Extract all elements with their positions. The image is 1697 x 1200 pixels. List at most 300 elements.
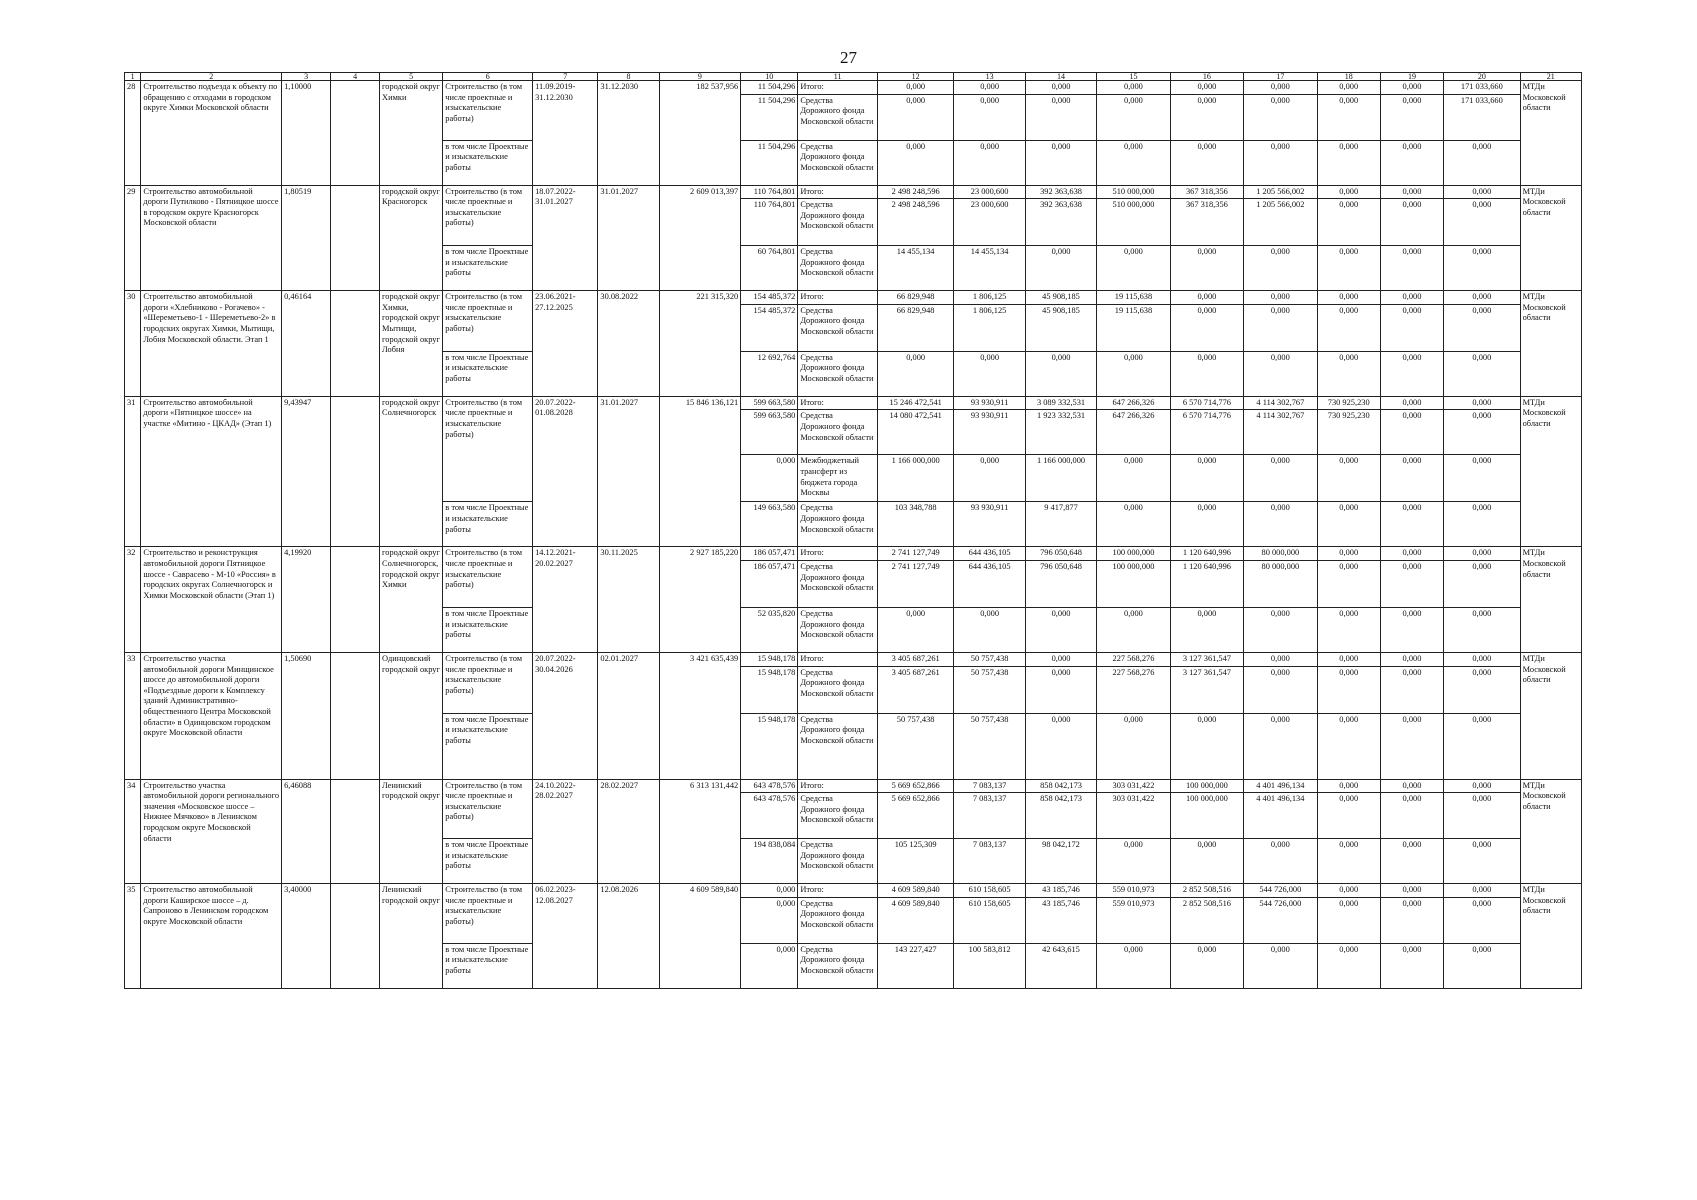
year-amount: 0,000 — [1097, 713, 1170, 779]
year-amount: 0,000 — [954, 455, 1025, 502]
year-amount: 0,000 — [1244, 666, 1317, 713]
year-amount: 100 000,000 — [1170, 779, 1243, 793]
year-amount: 0,000 — [1380, 455, 1443, 502]
year-amount: 544 726,000 — [1244, 897, 1317, 943]
year-amount: 0,000 — [1444, 897, 1521, 943]
year-amount: 0,000 — [1170, 94, 1243, 140]
funded-before: 643 478,576 — [741, 779, 798, 793]
year-amount: 2 741 127,749 — [877, 560, 954, 607]
work-subtype: в том числе Проектные и изыскательские работы — [443, 607, 533, 652]
funding-source: Итого: — [798, 291, 878, 305]
year-amount: 3 127 361,547 — [1170, 652, 1243, 666]
column-number: 21 — [1520, 73, 1581, 81]
funding-source: Итого: — [798, 884, 878, 898]
funded-before: 110 764,801 — [741, 185, 798, 199]
year-amount: 3 127 361,547 — [1170, 666, 1243, 713]
year-amount: 559 010,973 — [1097, 897, 1170, 943]
year-amount: 0,000 — [1380, 185, 1443, 199]
funded-before: 11 504,296 — [741, 94, 798, 140]
year-amount: 0,000 — [1444, 246, 1521, 291]
year-amount: 43 185,746 — [1025, 884, 1096, 898]
year-amount: 0,000 — [1170, 81, 1243, 95]
year-amount: 0,000 — [1380, 652, 1443, 666]
year-amount: 100 000,000 — [1097, 560, 1170, 607]
column-number: 6 — [443, 73, 533, 81]
object-name: Строительство подъезда к объекту по обращению с отходами в городском округе Химки Московской области — [141, 81, 282, 186]
responsible-body: МТДи Московской области — [1520, 547, 1581, 653]
year-amount: 796 050,648 — [1025, 560, 1096, 607]
year-amount: 171 033,660 — [1444, 94, 1521, 140]
year-amount: 0,000 — [1317, 607, 1380, 652]
total-cost: 182 537,956 — [659, 81, 741, 186]
funding-source: Средства Дорожного фонда Московской области — [798, 666, 878, 713]
year-amount: 0,000 — [1025, 140, 1096, 185]
work-type: Строительство (в том числе проектные и изыскательские работы) — [443, 291, 533, 352]
object-name: Строительство участка автомобильной дороги Минщинское шоссе до автомобильной дороги «Подъездные дороги к Комплексу зданий Административно-общественного Центра Московской области» в Одинцовском городском округе Московской области — [141, 652, 282, 779]
district: Ленинский городской округ — [380, 884, 443, 989]
year-amount: 1 120 640,996 — [1170, 547, 1243, 561]
year-amount: 0,000 — [1380, 81, 1443, 95]
year-amount: 858 042,173 — [1025, 793, 1096, 839]
year-amount: 0,000 — [1317, 304, 1380, 351]
column-number-row — [125, 73, 1582, 81]
year-amount: 730 925,230 — [1317, 396, 1380, 410]
row-number: 33 — [125, 652, 141, 779]
work-subtype: в том числе Проектные и изыскательские работы — [443, 246, 533, 291]
funding-source: Средства Дорожного фонда Московской области — [798, 502, 878, 547]
year-amount: 0,000 — [1170, 943, 1243, 988]
year-amount: 0,000 — [1380, 410, 1443, 455]
funded-before: 15 948,178 — [741, 652, 798, 666]
funding-source: Средства Дорожного фонда Московской области — [798, 199, 878, 246]
year-amount: 0,000 — [1317, 884, 1380, 898]
year-amount: 559 010,973 — [1097, 884, 1170, 898]
funding-source: Средства Дорожного фонда Московской области — [798, 94, 878, 140]
year-amount: 0,000 — [1170, 455, 1243, 502]
capacity: 1,50690 — [282, 652, 331, 779]
capacity: 6,46088 — [282, 779, 331, 884]
year-amount: 0,000 — [1317, 455, 1380, 502]
year-amount: 0,000 — [1097, 502, 1170, 547]
year-amount: 4 114 302,767 — [1244, 410, 1317, 455]
year-amount: 2 498 248,596 — [877, 199, 954, 246]
column-number: 9 — [659, 73, 741, 81]
year-amount: 858 042,173 — [1025, 779, 1096, 793]
year-amount: 303 031,422 — [1097, 779, 1170, 793]
year-amount: 50 757,438 — [954, 652, 1025, 666]
responsible-body: МТДи Московской области — [1520, 291, 1581, 397]
year-amount: 4 609 589,840 — [877, 884, 954, 898]
column-number: 5 — [380, 73, 443, 81]
year-amount: 0,000 — [1025, 246, 1096, 291]
year-amount: 510 000,000 — [1097, 185, 1170, 199]
year-amount: 0,000 — [1317, 246, 1380, 291]
year-amount: 14 455,134 — [877, 246, 954, 291]
year-amount: 45 908,185 — [1025, 304, 1096, 351]
object-name: Строительство участка автомобильной дороги регионального значения «Московское шоссе – Нижнее Мячково» в Ленинском городском округе Московской области — [141, 779, 282, 884]
funding-source: Средства Дорожного фонда Московской области — [798, 839, 878, 884]
total-cost: 221 315,320 — [659, 291, 741, 397]
year-amount: 0,000 — [1244, 246, 1317, 291]
completion-date: 30.11.2025 — [598, 547, 659, 653]
year-amount: 0,000 — [1380, 666, 1443, 713]
year-amount: 98 042,172 — [1025, 839, 1096, 884]
funding-source: Средства Дорожного фонда Московской области — [798, 351, 878, 396]
year-amount: 0,000 — [1097, 94, 1170, 140]
completion-date: 30.08.2022 — [598, 291, 659, 397]
work-dates: 14.12.2021- 20.02.2027 — [533, 547, 598, 653]
column-number: 17 — [1244, 73, 1317, 81]
year-amount: 4 609 589,840 — [877, 897, 954, 943]
column-4 — [331, 291, 380, 397]
column-number: 7 — [533, 73, 598, 81]
funding-source: Итого: — [798, 652, 878, 666]
year-amount: 0,000 — [1025, 94, 1096, 140]
funded-before: 643 478,576 — [741, 793, 798, 839]
year-amount: 0,000 — [1444, 713, 1521, 779]
district: городской округ Химки, городской округ Мытищи, городской округ Лобня — [380, 291, 443, 397]
year-amount: 0,000 — [1097, 140, 1170, 185]
funded-before: 0,000 — [741, 943, 798, 988]
year-amount: 0,000 — [1380, 291, 1443, 305]
year-amount: 610 158,605 — [954, 897, 1025, 943]
year-amount: 19 115,638 — [1097, 291, 1170, 305]
year-amount: 2 852 508,516 — [1170, 884, 1243, 898]
year-amount: 0,000 — [1244, 607, 1317, 652]
capacity: 4,19920 — [282, 547, 331, 653]
year-amount: 1 166 000,000 — [1025, 455, 1096, 502]
year-amount: 0,000 — [1244, 652, 1317, 666]
year-amount: 0,000 — [1170, 246, 1243, 291]
capacity: 1,80519 — [282, 185, 331, 291]
responsible-body: МТДи Московской области — [1520, 185, 1581, 291]
year-amount: 0,000 — [1317, 291, 1380, 305]
year-amount: 0,000 — [1025, 713, 1096, 779]
year-amount: 0,000 — [1444, 410, 1521, 455]
year-amount: 100 000,000 — [1170, 793, 1243, 839]
funded-before: 186 057,471 — [741, 560, 798, 607]
total-cost: 2 609 013,397 — [659, 185, 741, 291]
year-amount: 0,000 — [877, 140, 954, 185]
year-amount: 0,000 — [1097, 839, 1170, 884]
year-amount: 0,000 — [1444, 291, 1521, 305]
year-amount: 4 401 496,134 — [1244, 793, 1317, 839]
district: городской округ Химки — [380, 81, 443, 186]
year-amount: 0,000 — [1170, 351, 1243, 396]
year-amount: 0,000 — [1444, 652, 1521, 666]
funded-before: 11 504,296 — [741, 140, 798, 185]
funding-source: Средства Дорожного фонда Московской области — [798, 793, 878, 839]
year-amount: 0,000 — [1380, 547, 1443, 561]
funding-source: Средства Дорожного фонда Московской области — [798, 304, 878, 351]
year-amount: 7 083,137 — [954, 779, 1025, 793]
year-amount: 66 829,948 — [877, 291, 954, 305]
year-amount: 1 806,125 — [954, 304, 1025, 351]
year-amount: 0,000 — [1444, 839, 1521, 884]
year-amount: 0,000 — [1380, 713, 1443, 779]
funded-before: 11 504,296 — [741, 81, 798, 95]
column-number: 13 — [954, 73, 1025, 81]
year-amount: 7 083,137 — [954, 793, 1025, 839]
district: Одинцовский городской округ — [380, 652, 443, 779]
column-number: 4 — [331, 73, 380, 81]
work-dates: 06.02.2023- 12.08.2027 — [533, 884, 598, 989]
year-amount: 0,000 — [1380, 502, 1443, 547]
year-amount: 0,000 — [1317, 839, 1380, 884]
work-dates: 23.06.2021- 27.12.2025 — [533, 291, 598, 397]
year-amount: 0,000 — [954, 94, 1025, 140]
year-amount: 227 568,276 — [1097, 666, 1170, 713]
funding-source: Средства Дорожного фонда Московской области — [798, 897, 878, 943]
funded-before: 110 764,801 — [741, 199, 798, 246]
year-amount: 1 923 332,531 — [1025, 410, 1096, 455]
year-amount: 0,000 — [1170, 140, 1243, 185]
year-amount: 105 125,309 — [877, 839, 954, 884]
year-amount: 66 829,948 — [877, 304, 954, 351]
column-number: 2 — [141, 73, 282, 81]
year-amount: 0,000 — [1097, 81, 1170, 95]
year-amount: 15 246 472,541 — [877, 396, 954, 410]
year-amount: 0,000 — [1380, 246, 1443, 291]
district: городской округ Красногорск — [380, 185, 443, 291]
year-amount: 100 000,000 — [1097, 547, 1170, 561]
year-amount: 7 083,137 — [954, 839, 1025, 884]
year-amount: 80 000,000 — [1244, 560, 1317, 607]
year-amount: 0,000 — [1380, 94, 1443, 140]
year-amount: 0,000 — [1170, 304, 1243, 351]
column-number: 16 — [1170, 73, 1243, 81]
year-amount: 0,000 — [1444, 502, 1521, 547]
year-amount: 0,000 — [1317, 897, 1380, 943]
capacity: 1,10000 — [282, 81, 331, 186]
year-amount: 2 741 127,749 — [877, 547, 954, 561]
year-amount: 0,000 — [1244, 502, 1317, 547]
year-amount: 1 806,125 — [954, 291, 1025, 305]
year-amount: 50 757,438 — [877, 713, 954, 779]
year-amount: 0,000 — [1244, 455, 1317, 502]
year-amount: 4 114 302,767 — [1244, 396, 1317, 410]
year-amount: 0,000 — [1444, 304, 1521, 351]
year-amount: 0,000 — [1317, 560, 1380, 607]
year-amount: 0,000 — [1317, 140, 1380, 185]
work-dates: 11.09.2019- 31.12.2030 — [533, 81, 598, 186]
funded-before: 0,000 — [741, 455, 798, 502]
work-type: Строительство (в том числе проектные и изыскательские работы) — [443, 185, 533, 246]
year-amount: 0,000 — [1244, 94, 1317, 140]
year-amount: 23 000,600 — [954, 185, 1025, 199]
year-amount: 0,000 — [1244, 304, 1317, 351]
work-subtype: в том числе Проектные и изыскательские работы — [443, 839, 533, 884]
year-amount: 227 568,276 — [1097, 652, 1170, 666]
district: Ленинский городской округ — [380, 779, 443, 884]
year-amount: 0,000 — [1317, 81, 1380, 95]
year-amount: 100 583,812 — [954, 943, 1025, 988]
year-amount: 0,000 — [1097, 607, 1170, 652]
funded-before: 194 838,084 — [741, 839, 798, 884]
work-subtype: в том числе Проектные и изыскательские работы — [443, 351, 533, 396]
row-number: 31 — [125, 396, 141, 547]
responsible-body: МТДи Московской области — [1520, 884, 1581, 989]
year-amount: 5 669 652,866 — [877, 779, 954, 793]
year-amount: 544 726,000 — [1244, 884, 1317, 898]
capacity: 3,40000 — [282, 884, 331, 989]
funded-before: 12 692,764 — [741, 351, 798, 396]
funded-before: 60 764,801 — [741, 246, 798, 291]
year-amount: 0,000 — [1317, 185, 1380, 199]
completion-date: 02.01.2027 — [598, 652, 659, 779]
year-amount: 0,000 — [1244, 839, 1317, 884]
year-amount: 0,000 — [877, 94, 954, 140]
funded-before: 15 948,178 — [741, 666, 798, 713]
row-number: 29 — [125, 185, 141, 291]
work-dates: 18.07.2022- 31.01.2027 — [533, 185, 598, 291]
completion-date: 28.02.2027 — [598, 779, 659, 884]
table-row — [125, 779, 1582, 793]
year-amount: 0,000 — [1097, 943, 1170, 988]
funding-source: Итого: — [798, 396, 878, 410]
responsible-body: МТДи Московской области — [1520, 779, 1581, 884]
work-type: Строительство (в том числе проектные и изыскательские работы) — [443, 547, 533, 608]
year-amount: 3 405 687,261 — [877, 666, 954, 713]
year-amount: 93 930,911 — [954, 410, 1025, 455]
table-row — [125, 547, 1582, 561]
year-amount: 1 205 566,002 — [1244, 185, 1317, 199]
year-amount: 0,000 — [1380, 793, 1443, 839]
row-number: 32 — [125, 547, 141, 653]
table-row — [125, 396, 1582, 410]
year-amount: 303 031,422 — [1097, 793, 1170, 839]
year-amount: 50 757,438 — [954, 666, 1025, 713]
year-amount: 0,000 — [1317, 199, 1380, 246]
year-amount: 610 158,605 — [954, 884, 1025, 898]
funding-source: Межбюджетный трансферт из бюджета города Москвы — [798, 455, 878, 502]
year-amount: 0,000 — [1244, 291, 1317, 305]
responsible-body: МТДи Московской области — [1520, 652, 1581, 779]
year-amount: 0,000 — [1444, 396, 1521, 410]
year-amount: 0,000 — [1317, 547, 1380, 561]
year-amount: 0,000 — [1244, 351, 1317, 396]
year-amount: 6 570 714,776 — [1170, 396, 1243, 410]
year-amount: 0,000 — [1380, 199, 1443, 246]
year-amount: 0,000 — [1025, 607, 1096, 652]
year-amount: 0,000 — [1317, 943, 1380, 988]
year-amount: 392 363,638 — [1025, 185, 1096, 199]
table-row — [125, 884, 1582, 898]
funded-before: 15 948,178 — [741, 713, 798, 779]
year-amount: 0,000 — [1444, 140, 1521, 185]
capacity: 9,43947 — [282, 396, 331, 547]
year-amount: 0,000 — [1380, 304, 1443, 351]
column-4 — [331, 652, 380, 779]
column-number: 3 — [282, 73, 331, 81]
work-subtype: в том числе Проектные и изыскательские работы — [443, 943, 533, 988]
object-name: Строительство автомобильной дороги Путилково - Пятницкое шоссе в городском округе Красногорск Московской области — [141, 185, 282, 291]
column-4 — [331, 185, 380, 291]
table-row — [125, 652, 1582, 666]
completion-date: 12.08.2026 — [598, 884, 659, 989]
column-number: 1 — [125, 73, 141, 81]
year-amount: 3 405 687,261 — [877, 652, 954, 666]
year-amount: 0,000 — [1317, 351, 1380, 396]
funded-before: 52 035,820 — [741, 607, 798, 652]
year-amount: 0,000 — [1380, 560, 1443, 607]
year-amount: 80 000,000 — [1244, 547, 1317, 561]
column-number: 14 — [1025, 73, 1096, 81]
year-amount: 0,000 — [1444, 351, 1521, 396]
column-number: 8 — [598, 73, 659, 81]
year-amount: 0,000 — [1025, 652, 1096, 666]
responsible-body: МТДи Московской области — [1520, 81, 1581, 186]
year-amount: 0,000 — [954, 351, 1025, 396]
funding-source: Итого: — [798, 779, 878, 793]
page-number: 27 — [840, 48, 857, 67]
responsible-body: МТДи Московской области — [1520, 396, 1581, 547]
year-amount: 0,000 — [1317, 502, 1380, 547]
funding-source: Средства Дорожного фонда Московской области — [798, 140, 878, 185]
completion-date: 31.12.2030 — [598, 81, 659, 186]
year-amount: 171 033,660 — [1444, 81, 1521, 95]
funding-source: Итого: — [798, 185, 878, 199]
year-amount: 0,000 — [954, 81, 1025, 95]
year-amount: 0,000 — [877, 607, 954, 652]
year-amount: 0,000 — [1380, 779, 1443, 793]
year-amount: 0,000 — [1097, 246, 1170, 291]
completion-date: 31.01.2027 — [598, 396, 659, 547]
district: городской округ Солнечногорск — [380, 396, 443, 547]
year-amount: 730 925,230 — [1317, 410, 1380, 455]
column-number: 12 — [877, 73, 954, 81]
funding-source: Средства Дорожного фонда Московской области — [798, 713, 878, 779]
work-type: Строительство (в том числе проектные и изыскательские работы) — [443, 884, 533, 944]
column-4 — [331, 396, 380, 547]
year-amount: 0,000 — [1097, 351, 1170, 396]
funding-source: Средства Дорожного фонда Московской области — [798, 246, 878, 291]
year-amount: 647 266,326 — [1097, 410, 1170, 455]
year-amount: 0,000 — [954, 140, 1025, 185]
funded-before: 0,000 — [741, 897, 798, 943]
funded-before: 186 057,471 — [741, 547, 798, 561]
table-row — [125, 291, 1582, 305]
year-amount: 0,000 — [1170, 607, 1243, 652]
year-amount: 0,000 — [1170, 839, 1243, 884]
year-amount: 0,000 — [1380, 897, 1443, 943]
year-amount: 0,000 — [1170, 291, 1243, 305]
funded-before: 149 663,580 — [741, 502, 798, 547]
year-amount: 0,000 — [1380, 140, 1443, 185]
year-amount: 0,000 — [1317, 652, 1380, 666]
year-amount: 0,000 — [1317, 94, 1380, 140]
year-amount: 0,000 — [1025, 81, 1096, 95]
column-number: 15 — [1097, 73, 1170, 81]
year-amount: 0,000 — [1444, 455, 1521, 502]
row-number: 34 — [125, 779, 141, 884]
total-cost: 2 927 185,220 — [659, 547, 741, 653]
work-dates: 20.07.2022- 30.04.2026 — [533, 652, 598, 779]
row-number: 28 — [125, 81, 141, 186]
table-row — [125, 185, 1582, 199]
column-number: 19 — [1380, 73, 1443, 81]
year-amount: 0,000 — [1380, 351, 1443, 396]
funded-before: 154 485,372 — [741, 291, 798, 305]
total-cost: 6 313 131,442 — [659, 779, 741, 884]
year-amount: 0,000 — [1244, 140, 1317, 185]
year-amount: 5 669 652,866 — [877, 793, 954, 839]
year-amount: 14 080 472,541 — [877, 410, 954, 455]
funded-before: 599 663,580 — [741, 396, 798, 410]
year-amount: 143 227,427 — [877, 943, 954, 988]
work-subtype: в том числе Проектные и изыскательские работы — [443, 713, 533, 779]
year-amount: 0,000 — [1317, 793, 1380, 839]
